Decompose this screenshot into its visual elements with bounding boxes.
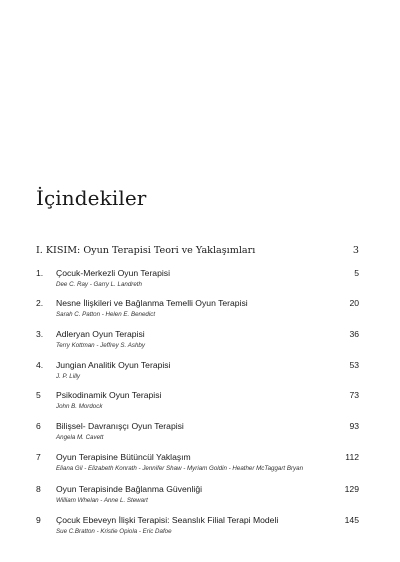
entry-page-number: 20: [349, 298, 359, 308]
entry-number: 6: [36, 421, 41, 431]
entry-authors: Sarah C. Patton - Helen E. Benedict: [56, 311, 156, 318]
entry-number: 2.: [36, 298, 44, 308]
entry-authors: John B. Mordock: [56, 403, 103, 410]
entry-page-number: 145: [344, 515, 359, 525]
page-title: İçindekiler: [36, 186, 147, 210]
entry-number: 9: [36, 515, 41, 525]
entry-page-number: 73: [349, 390, 359, 400]
entry-title: Oyun Terapisine Bütüncül Yaklaşım: [56, 452, 191, 462]
entry-authors: Dee C. Ray - Garry L. Landreth: [56, 281, 142, 288]
entry-number: 5: [36, 390, 41, 400]
part-page-number: 3: [352, 245, 359, 256]
entry-title: Bilişsel- Davranışçı Oyun Terapisi: [56, 421, 184, 431]
entry-title: Jungian Analitik Oyun Terapisi: [56, 360, 171, 370]
entry-page-number: 129: [344, 484, 359, 494]
entry-page-number: 112: [345, 452, 359, 462]
entry-page-number: 5: [354, 268, 359, 278]
entry-title: Nesne İlişkileri ve Bağlanma Temelli Oyun Terapisi: [56, 298, 248, 308]
entry-title: Adleryan Oyun Terapisi: [56, 329, 145, 339]
entry-title: Çocuk-Merkezli Oyun Terapisi: [56, 268, 170, 278]
entry-title: Psikodinamik Oyun Terapisi: [56, 390, 162, 400]
entry-title: Çocuk Ebeveyn İlişki Terapisi: Seanslık Filial Terapi Modeli: [56, 515, 279, 525]
entry-authors: Terry Kottman - Jeffrey S. Ashby: [56, 342, 145, 349]
entry-page-number: 36: [349, 329, 359, 339]
entry-page-number: 53: [349, 360, 359, 370]
entry-authors: William Whelan - Anne L. Stewart: [56, 497, 148, 504]
entry-authors: Angela M. Cavett: [56, 434, 104, 441]
entry-authors: J. P. Lilly: [56, 373, 80, 380]
entry-number: 3.: [36, 329, 44, 339]
entry-authors: Eliana Gil - Elizabeth Konrath - Jennifer Shaw - Myriam Goldin - Heather McTaggart Bryan: [56, 465, 304, 472]
entry-number: 8: [36, 484, 41, 494]
entry-number: 1.: [36, 268, 44, 278]
entry-number: 7: [36, 452, 41, 462]
entry-number: 4.: [36, 360, 44, 370]
part-label: I. KISIM: Oyun Terapisi Teori ve Yaklaşımları: [36, 245, 256, 256]
entry-authors: Sue C.Bratton - Kristie Opiola - Eric Dafoe: [56, 528, 172, 535]
part-heading: [36, 245, 359, 256]
entry-page-number: 93: [349, 421, 359, 431]
entry-title: Oyun Terapisinde Bağlanma Güvenliği: [56, 484, 203, 494]
